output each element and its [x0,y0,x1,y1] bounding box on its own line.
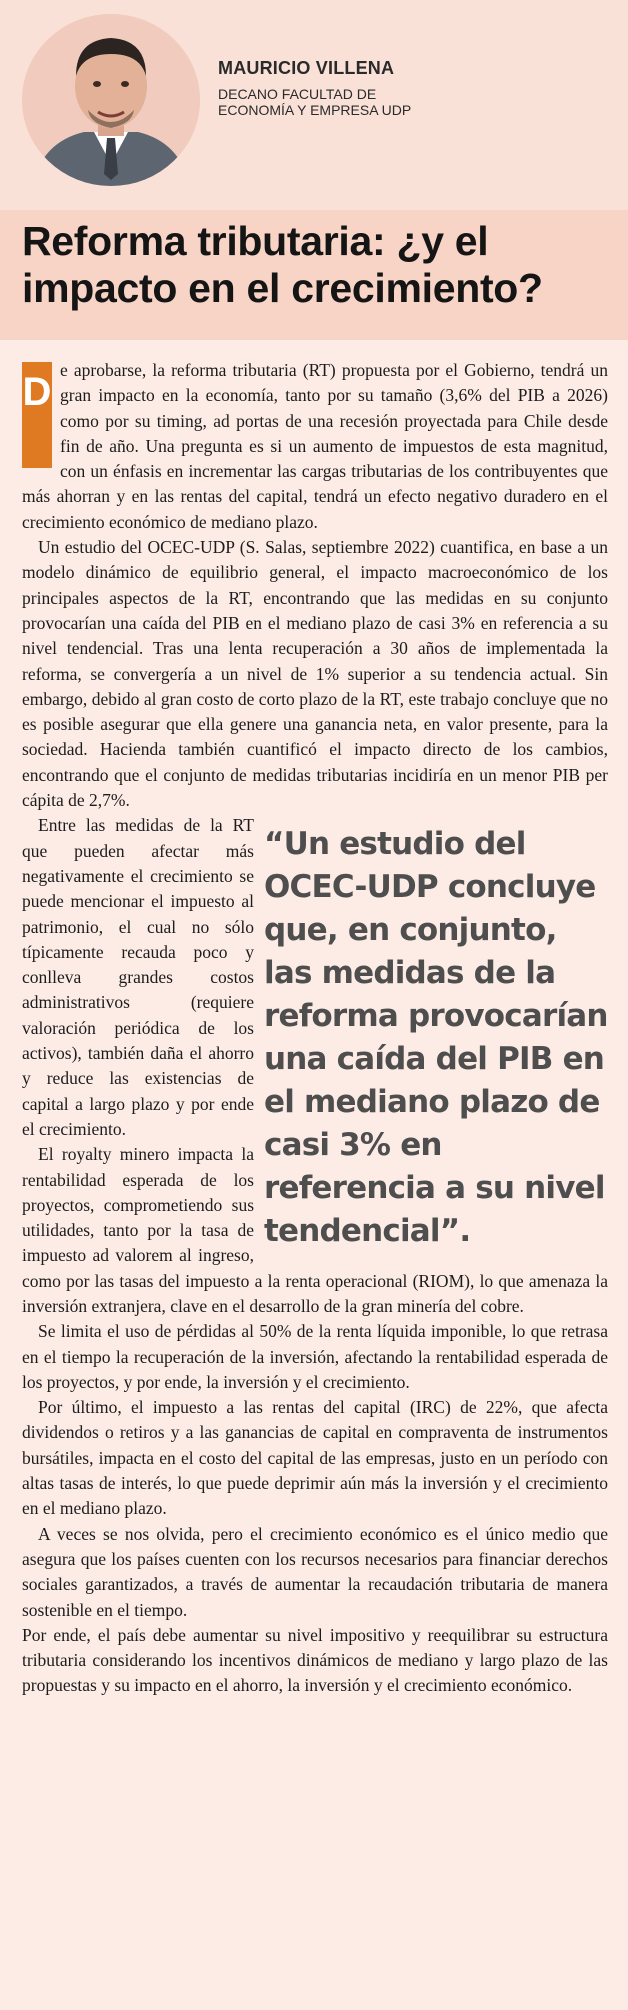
pull-quote: “Un estudio del OCEC-UDP concluye que, en conjunto, las medidas de la reforma provocarían una caída del PIB en el mediano plazo de casi 3% en referencia a su nivel tendencial”. [264,826,608,1250]
paragraph-7: A veces se nos olvida, pero el crecimiento económico es el único medio que asegura que los países cuenten con los recursos necesarios para financiar derechos sociales garantizados, a través de aumentar la recaudación tributaria de manera sostenible en el tiempo. [22,1523,608,1620]
paragraph-8: Por ende, el país debe aumentar su nivel impositivo y reequilibrar su estructura tributaria considerando los incentivos dinámicos de mediano y largo plazo de las propuestas y su impacto en el ahorro, la inversión y el crecimiento económico. [22,1624,608,1696]
paragraph-5: Se limita el uso de pérdidas al 50% de la renta líquida imponible, lo que retrasa en el tiempo la recuperación de la inversión, afectando la rentabilidad esperada de los proyectos, y por ende, la inversión y el crecimiento. [22,1321,608,1392]
author-photo [22,14,200,186]
paragraph-1-text: e aprobarse, la reforma tributaria (RT) propuesta por el Gobierno, tendrá un gran impacto en la economía, tanto por su tamaño (3,6% del PIB a 2026) como por su timing, ad portas de una recesión proyectada para Chile desde fin de año. Una pregunta es si un aumento de impuestos de esta magnitud, con un énfasis en incrementar las cargas tributarias de los contribuyentes que más ahorran y en las rentas del capital, tendrá un efecto negativo duradero en el crecimiento económico de mediano plazo. [22,360,608,532]
drop-cap: D [22,362,52,468]
author-portrait-illustration [22,14,200,186]
paragraph-1 [22,358,608,535]
paragraph-4: El royalty minero impacta la rentabilidad esperada de los proyectos, comprometiendo sus utilidades, tanto por la tasa de impuesto ad valorem al ingreso, como por las tasas del impuesto a la renta operacional (RIOM), lo que amenaza la inversión extranjera, clave en el desarrollo de la gran minería del cobre. [22,1144,608,1316]
paragraph-3: Entre las medidas de la RT que pueden afectar más negativamente el crecimiento se puede mencionar el impuesto al patrimonio, el cual no sólo típicamente recauda poco y conlleva grandes costos administrativos (requiere valoración periódica de los activos), también daña el ahorro y reduce las existencias de capital a largo plazo y por ende el crecimiento. [22,815,254,1139]
article-body [22,358,608,1699]
article-title: Reforma tributaria: ¿y el impacto en el crecimiento? [22,218,543,311]
author-name: MAURICIO VILLENA [218,58,395,78]
paragraph-2: Un estudio del OCEC-UDP (S. Salas, septiembre 2022) cuantifica, en base a un modelo dinámico de equilibrio general, el impacto macroeconómico de los principales aspectos de la RT, encontrando que las medidas en su conjunto provocarían una caída del PIB en el mediano plazo de casi 3% en referencia a su nivel tendencial. Tras una lenta recuperación a 30 años de implementada la reforma, se convergería a un nivel de 1% superior a su tendencia actual. Sin embargo, debido al gran costo de corto plazo de la RT, este trabajo concluye que no es posible asegurar que ella genere una ganancia neta, en valor presente, para la sociedad. Hacienda también cuantificó el impacto directo de los cambios, encontrando que el conjunto de medidas tributarias incidiría en un menor PIB per cápita de 2,7%. [22,537,608,811]
paragraph-6: Por último, el impuesto a las rentas del capital (IRC) de 22%, que afecta dividendos o retiros y a las ganancias de capital en compraventa de instrumentos bursátiles, impacta en el costo del capital de las empresas, justo en un período con altas tasas de interés, lo que puede deprimir aún más la inversión y el crecimiento en el mediano plazo. [22,1397,608,1519]
author-role: DECANO FACULTAD DE ECONOMÍA Y EMPRESA UDP [218,86,412,118]
